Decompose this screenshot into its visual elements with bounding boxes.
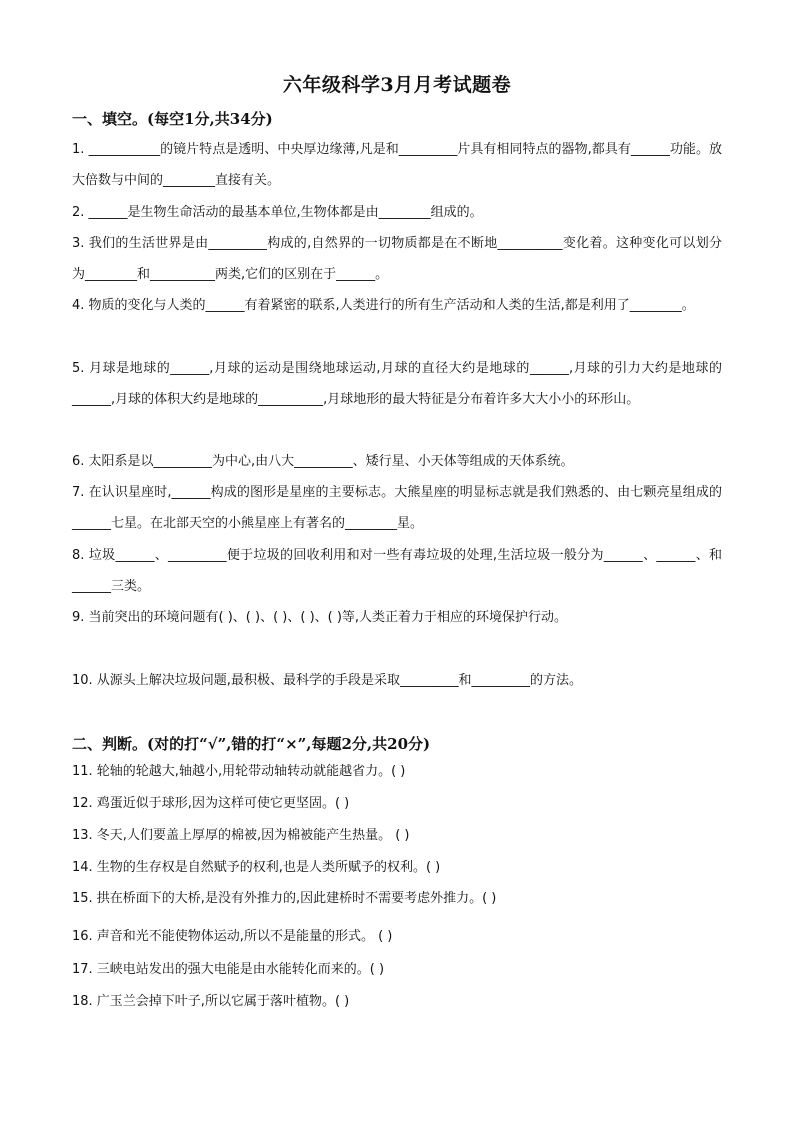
- section-true-false-heading: 二、判断。(对的打“√”,错的打“×”,每题2分,共20分): [72, 735, 431, 753]
- question-10: 10. 从源头上解决垃圾问题,最积极、最科学的手段是采取_________和_________的方法。: [72, 673, 582, 688]
- question-11: 11. 轮轴的轮越大,轴越小,用轮带动轴转动就能越省力。( ): [72, 764, 406, 779]
- question-12: 12. 鸡蛋近似于球形,因为这样可使它更坚固。( ): [72, 796, 350, 811]
- question-3: 3. 我们的生活世界是由_________构成的,自然界的一切物质都是在不断地__________变化着。这种变化可以划分为________和__________两类,它们的区别在于______。: [72, 236, 722, 282]
- question-17: 17. 三峡电站发出的强大电能是由水能转化而来的。( ): [72, 962, 385, 977]
- question-9: 9. 当前突出的环境问题有( )、( )、( )、( )、( )等,人类正着力于相应的环境保护行动。: [72, 610, 568, 625]
- question-16: 16. 声音和光不能使物体运动,所以不是能量的形式。 ( ): [72, 929, 393, 944]
- question-1: 1. ___________的镜片特点是透明、中央厚边缘薄,凡是和_________片具有相同特点的器物,都具有______功能。放大倍数与中间的________直接有关。: [72, 142, 722, 188]
- question-8: 8. 垃圾______、_________便于垃圾的回收利用和对一些有毒垃圾的处理,生活垃圾一般分为______、______、和______三类。: [72, 548, 722, 594]
- question-14: 14. 生物的生存权是自然赋予的权利,也是人类所赋予的权利。( ): [72, 860, 441, 875]
- question-7: 7. 在认识星座时,______构成的图形是星座的主要标志。大熊星座的明显标志就是我们熟悉的、由七颗亮星组成的______七星。在北部天空的小熊星座上有著名的________星。: [72, 485, 722, 531]
- question-2: 2. ______是生物生命活动的最基本单位,生物体都是由________组成的。: [72, 205, 483, 220]
- question-5: 5. 月球是地球的______,月球的运动是围绕地球运动,月球的直径大约是地球的______,月球的引力大约是地球的______,月球的体积大约是地球的__________,月球地形的最大特征是分布着许多大大小小的环形山。: [72, 361, 722, 407]
- question-15: 15. 拱在桥面下的大桥,是没有外推力的,因此建桥时不需要考虑外推力。( ): [72, 891, 497, 906]
- question-18: 18. 广玉兰会掉下叶子,所以它属于落叶植物。( ): [72, 994, 350, 1009]
- question-6: 6. 太阳系是以_________为中心,由八大_________、矮行星、小天体等组成的天体系统。: [72, 454, 574, 469]
- section-fill-blank-heading: 一、填空。(每空1分,共34分): [72, 110, 273, 128]
- question-4: 4. 物质的变化与人类的______有着紧密的联系,人类进行的所有生产活动和人类的生活,都是利用了________。: [72, 298, 695, 313]
- page-title: 六年级科学3月月考试题卷: [282, 74, 512, 96]
- question-13: 13. 冬天,人们要盖上厚厚的棉被,因为棉被能产生热量。 ( ): [72, 828, 410, 843]
